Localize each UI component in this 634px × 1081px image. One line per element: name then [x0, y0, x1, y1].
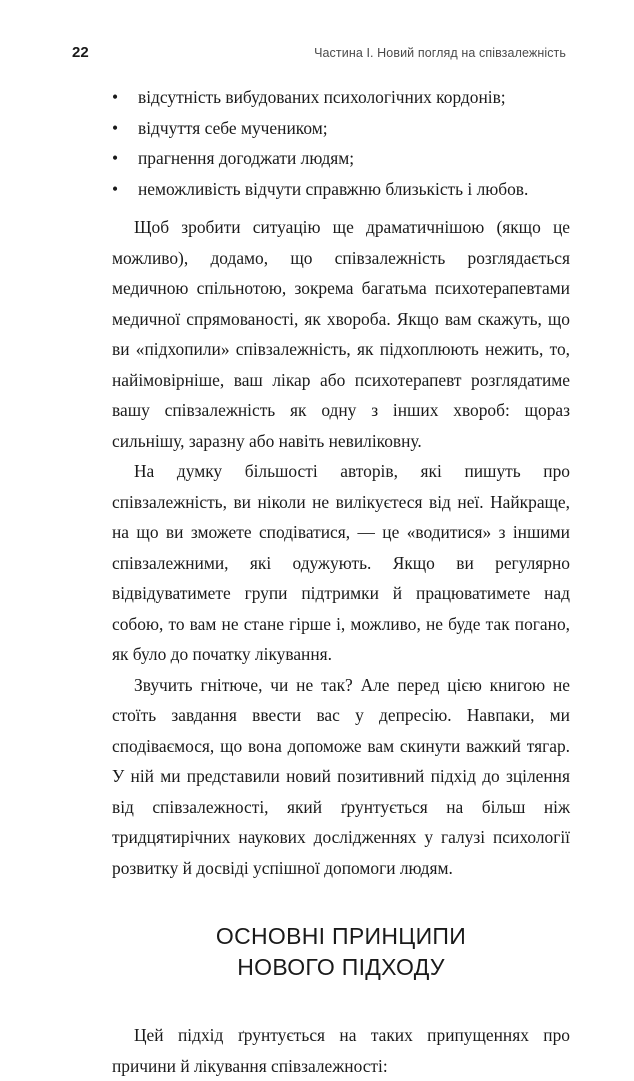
running-head: Частина І. Новий погляд на співзалежність	[314, 46, 566, 60]
page-number: 22	[72, 44, 89, 61]
bullet-icon: •	[112, 178, 119, 199]
bullet-list	[112, 82, 570, 204]
bullet-icon: •	[112, 87, 119, 107]
list-item	[112, 113, 570, 144]
list-item	[112, 82, 570, 113]
bullet-icon: •	[112, 117, 119, 138]
body-paragraph: На думку більшості авторів, які пишуть про співзалежність, ви ніколи не вилікуєтеся від неї. Найкраще, на що ви зможете сподіватися, — це «водитися» з іншими співзалежними, які одужують. Якщо ви регулярно відвідуватимете групи підтримки й працюватимете над собою, то вам не стане гірше і, можливо, не буде так погано, як було до початку лікування.	[112, 461, 570, 664]
list-item-text: неможливість відчути справжню близькість і любов.	[138, 178, 529, 199]
list-item-text: відчуття себе мучеником;	[138, 117, 328, 138]
section-heading	[112, 921, 570, 983]
section-heading-line: ОСНОВНІ ПРИНЦИПИ	[215, 923, 467, 949]
list-item-text: відсутність вибудованих психологічних кордонів;	[138, 87, 506, 107]
bullet-icon: •	[112, 148, 119, 168]
body-paragraph: Цей підхід ґрунтується на таких припущеннях про причини й лікування співзалежності:	[112, 1025, 570, 1076]
section-heading-line: НОВОГО ПІДХОДУ	[237, 954, 445, 980]
body-paragraph: Звучить гнітюче, чи не так? Але перед цією книгою не стоїть завдання ввести вас у депресію. Навпаки, ми сподіваємося, що вона допоможе вам скинути важкий тягар. У ній ми представили новий позитивний підхід до зцілення від співзалежності, який ґрунтується на більш ніж тридцятирічних наукових дослідженнях у галузі психології розвитку й досвіді успішної допомоги людям.	[112, 674, 570, 878]
body-paragraph: Щоб зробити ситуацію ще драматичнішою (якщо це можливо), додамо, що співзалежність розглядається медичною спільнотою, зокрема багатьма психотерапевтами медичної спрямованості, як хвороба. Якщо вам скажуть, що ви «підхопили» співзалежність, як підхоплюють нежить, то, найімовірніше, ваш лікар або психотерапевт розглядатиме вашу співзалежність як одну з інших хвороб: щораз сильнішу, заразну або навіть невиліковну.	[112, 217, 570, 451]
page-body	[112, 82, 570, 1081]
list-item	[112, 143, 570, 174]
list-item-text: прагнення догоджати людям;	[138, 148, 355, 168]
list-item	[112, 174, 570, 205]
